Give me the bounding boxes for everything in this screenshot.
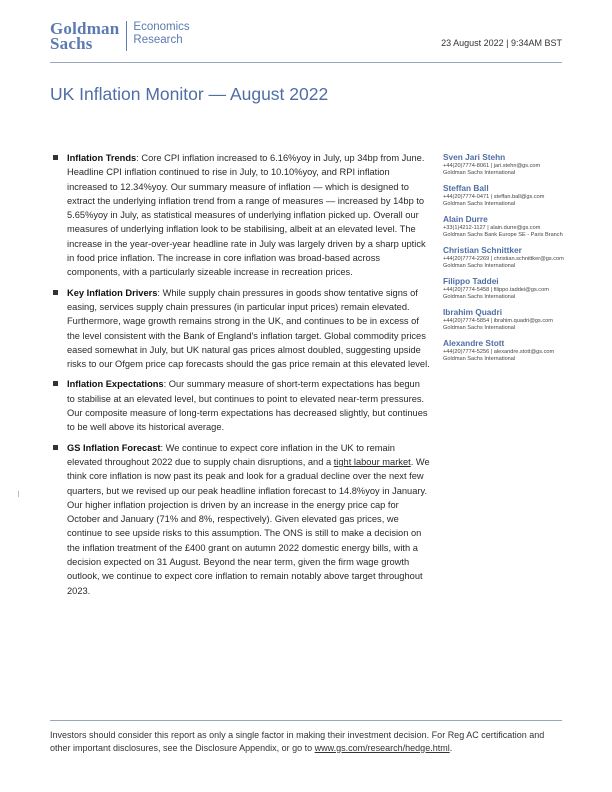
report-title: UK Inflation Monitor — August 2022 [50,84,329,104]
bullet-gs-inflation-forecast [50,441,430,598]
author-entry [443,152,568,177]
author-firm: Goldman Sachs International [443,294,516,300]
author-contact[interactable]: +33(1)4212-1127 | alain.durre@gs.com [443,225,541,231]
publication-date: 23 August 2022 | 9:34AM BST [441,38,562,48]
author-contact[interactable]: +44(20)7774-5256 | alexandre.stott@gs.com [443,349,555,355]
tight-labour-market-link[interactable]: tight labour market [333,456,411,467]
square-bullet-icon [53,290,58,295]
department-label: Economics Research [133,21,190,46]
bullet-heading: Key Inflation Drivers [67,287,158,298]
bullet-text: : Our summary measure of short-term expectations has begun to stabilise at an elevated level, but continues to point to elevated near-term pressures. Our composite measure of long-term expectations has decreased slightly, but continues to be well above its historical average. [67,379,428,433]
author-firm: Goldman Sachs Bank Europe SE - Paris Branch [443,232,563,238]
margin-mark [18,491,19,497]
bullet-heading: Inflation Expectations [67,379,164,390]
author-entry [443,338,568,363]
bullet-key-inflation-drivers [50,286,430,372]
bullet-text-continued: . We think core inflation is now past its peak and look for a gradual decline over the next few quarters, but we revised up our peak headline inflation forecast to 14.8%yoy in January. Our higher inflation projection is driven by an increase in the energy price cap for October and January (71% and 8%, respectively). Given elevated gas prices, we continue to see upside risks to this assumption. The ONS is still to make a decision on the inflation treatment of the £400 grant on autumn 2022 domestic energy bills, with a decision expected on 31 August. Beyond the near term, given the firm wage growth outlook, we continue to expect core inflation to remain notably above target throughout 2023. [67,456,430,596]
author-entry [443,245,568,270]
author-firm: Goldman Sachs International [443,263,516,269]
bullet-text: : While supply chain pressures in goods show tentative signs of easing, services supply chain pressures (in particular input prices) remain elevated. Furthermore, wage growth remains strong in the UK, and continues to be in excess of the level consistent with the Bank of England's inflation target. Global commodity prices eased somewhat in July, but UK natural gas prices almost doubled, suggesting upside risks to our Ofgem price cap forecasts should the gas price remain at this elevated level. [67,287,430,370]
square-bullet-icon [53,445,58,450]
bullet-text: : Core CPI inflation increased to 6.16%yoy in July, up 34bp from June. Headline CPI inflation continued to rise in July, to 10.10%yoy, and RPI inflation increased to 12.34%yoy. Our summary measure of inflation — which is designed to extract the underlying inflation trend from a range of measures — increased by 14bp to 5.65%yoy in July, as statistical measures of underlying inflation picked up. Overall our measures of underlying inflation look to be stabilising, albeit at an elevated level. The increase in the year-over-year headline rate in July was largely driven by a sharp uptick in food price inflation. The increase in core inflation was broad-based across components, with a particularly sizeable increase in recreation prices. [67,153,426,278]
author-name: Ibrahim Quadri [443,307,503,317]
square-bullet-icon [53,155,58,160]
bullet-inflation-trends [50,151,430,280]
author-name: Alexandre Stott [443,338,505,348]
author-name: Christian Schnittker [443,245,522,255]
brand-wordmark: Goldman Sachs [50,19,120,53]
author-contact[interactable]: +44(20)7774-5854 | ibrahim.quadri@gs.com [443,318,553,324]
footer-divider [50,720,562,721]
author-name: Steffan Ball [443,183,489,193]
footer-text: Investors should consider this report as only a single factor in making their investment decision. For Reg AC certification and other important disclosures, see the Disclosure Appendix, or go to [50,730,545,753]
bullet-heading: GS Inflation Forecast [67,442,161,453]
bullet-inflation-expectations [50,377,430,434]
disclosure-link[interactable]: www.gs.com/research/hedge.html [314,742,450,753]
author-entry [443,276,568,301]
bullet-heading: Inflation Trends [67,153,137,163]
author-sidebar [443,152,568,369]
author-contact[interactable]: +44(20)7774-2269 | christian.schnittker@gs.com [443,256,564,262]
author-name: Alain Durre [443,214,488,224]
author-firm: Goldman Sachs International [443,356,516,362]
logo-divider [126,21,127,51]
bullet-text: : We continue to expect core inflation in the UK to remain elevated throughout 2022 due to supply chain disruptions, and a [67,442,395,467]
author-firm: Goldman Sachs International [443,325,516,331]
author-name: Filippo Taddei [443,276,499,286]
square-bullet-icon [53,381,58,386]
author-entry [443,183,568,208]
author-contact[interactable]: +44(20)7774-8061 | jari.stehn@gs.com [443,163,541,169]
header-divider [50,62,562,63]
author-name: Sven Jari Stehn [443,152,506,162]
author-firm: Goldman Sachs International [443,170,516,176]
author-firm: Goldman Sachs International [443,201,516,207]
author-contact[interactable]: +44(20)7774-5458 | filippo.taddei@gs.com [443,287,549,293]
author-entry [443,214,568,239]
footer-end: . [449,742,453,753]
disclosure-footer [50,729,560,754]
goldman-sachs-logo [50,21,190,51]
report-body [50,151,430,604]
author-contact[interactable]: +44(20)7774-0471 | steffan.ball@gs.com [443,194,545,200]
author-entry [443,307,568,332]
